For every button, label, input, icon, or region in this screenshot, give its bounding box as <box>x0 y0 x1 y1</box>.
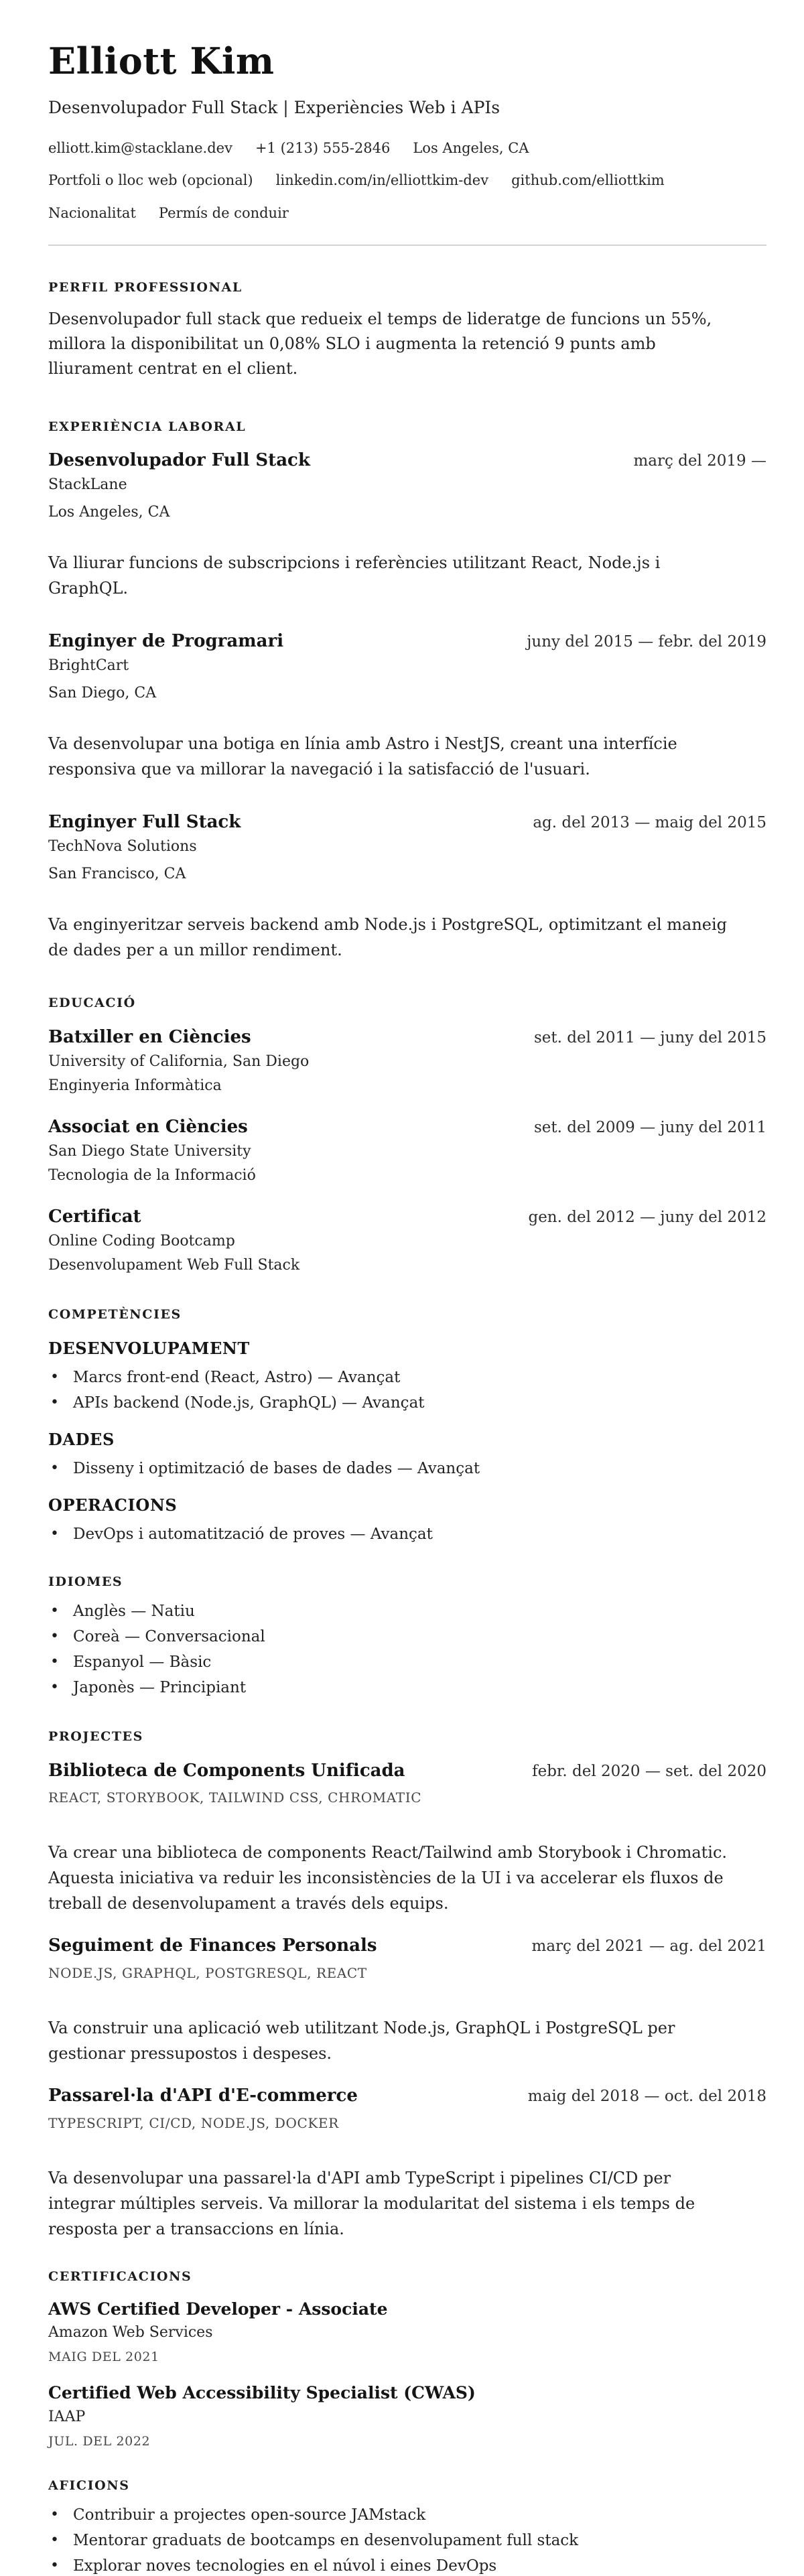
driving-license-text: Permís de conduir <box>158 204 289 221</box>
education-entry-head <box>48 1206 766 1229</box>
hobby-item: • Contribuir a projectes open-source JAMstack <box>48 2505 766 2525</box>
certification-date: MAIG DEL 2021 <box>48 2349 159 2364</box>
location-text: Los Angeles, CA <box>413 140 529 157</box>
contact-row-1 <box>48 139 766 157</box>
section-title-skills: COMPETÈNCIES <box>48 1306 182 1322</box>
field-of-study: Desenvolupament Web Full Stack <box>48 1257 300 1274</box>
person-headline: Desenvolupador Full Stack | Experiències Web i APIs <box>48 98 500 118</box>
project-tags: REACT, STORYBOOK, TAILWIND CSS, CHROMATIC <box>48 1789 422 1806</box>
project-tags: NODE.JS, GRAPHQL, POSTGRESQL, REACT <box>48 1965 367 1982</box>
project-title: Biblioteca de Components Unificada <box>48 1760 405 1781</box>
language-item: • Japonès — Principiant <box>48 1678 766 1698</box>
project-entry-head <box>48 1935 766 1958</box>
hobby-list <box>48 2505 766 2576</box>
education-dates: set. del 2011 — juny del 2015 <box>533 1029 766 1046</box>
section-certifications <box>48 2268 766 2449</box>
job-dates: ag. del 2013 — maig del 2015 <box>533 814 766 832</box>
job-entry <box>48 450 766 601</box>
job-company: TechNova Solutions <box>48 838 197 856</box>
education-entry <box>48 1206 766 1276</box>
school-name: University of California, San Diego <box>48 1053 310 1070</box>
person-name: Elliott Kim <box>48 40 275 82</box>
project-dates: maig del 2018 — oct. del 2018 <box>527 2088 766 2106</box>
section-title-certifications: CERTIFICACIONS <box>48 2268 192 2284</box>
skill-item: • APIs backend (Node.js, GraphQL) — Avançat <box>48 1393 766 1413</box>
skill-list <box>48 1524 766 1544</box>
school-name: San Diego State University <box>48 1142 251 1160</box>
job-title: Enginyer Full Stack <box>48 812 241 833</box>
education-dates: set. del 2009 — juny del 2011 <box>533 1118 766 1136</box>
nationality-text: Nacionalitat <box>48 204 136 221</box>
project-description: Va construir una aplicació web utilitzant Node.js, GraphQL i PostgreSQL per gestionar pressupostos i despeses. <box>48 2019 675 2063</box>
job-description: Va desenvolupar una botiga en línia amb Astro i NestJS, creant una interfície responsiva que va millorar la navegació i la satisfacció de l'usuari. <box>48 734 677 779</box>
language-item: • Espanyol — Bàsic <box>48 1652 766 1672</box>
job-description: Va enginyeritzar serveis backend amb Node.js i PostgreSQL, optimitzant el maneig de dades per a un millor rendiment. <box>48 915 728 960</box>
profile-summary: Desenvolupador full stack que redueix el temps de lideratge de funcions un 55%, millora la disponibilitat un 0,08% SLO i augmenta la retenció 9 punts amb lliurament centrat en el client. <box>48 309 712 378</box>
hobby-item: • Explorar noves tecnologies en el núvol i eines DevOps <box>48 2556 766 2576</box>
skill-group-name: OPERACIONS <box>48 1495 178 1515</box>
project-entry <box>48 1935 766 2066</box>
github-text: github.com/elliottkim <box>511 172 665 189</box>
certification-entry <box>48 2299 766 2366</box>
field-of-study: Tecnologia de la Informació <box>48 1167 256 1184</box>
school-name: Online Coding Bootcamp <box>48 1232 235 1249</box>
certification-name: AWS Certified Developer - Associate <box>48 2299 388 2319</box>
section-skills <box>48 1306 766 1544</box>
certification-date: JUL. DEL 2022 <box>48 2433 151 2449</box>
contact-row-2 <box>48 172 766 190</box>
job-description: Va lliurar funcions de subscripcions i referències utilitzant React, Node.js i GraphQL. <box>48 553 661 598</box>
resume-header <box>48 40 766 246</box>
language-item: • Coreà — Conversacional <box>48 1627 766 1647</box>
email-text: elliott.kim@stacklane.dev <box>48 140 232 157</box>
job-location: Los Angeles, CA <box>48 503 170 521</box>
certification-issuer: Amazon Web Services <box>48 2324 213 2342</box>
certification-issuer: IAAP <box>48 2408 86 2425</box>
education-entry <box>48 1116 766 1186</box>
project-entry-head <box>48 2085 766 2108</box>
section-title-education: EDUCACIÓ <box>48 996 136 1011</box>
job-entry <box>48 811 766 963</box>
degree-title: Certificat <box>48 1206 141 1227</box>
project-description: Va desenvolupar una passarel·la d'API amb TypeScript i pipelines CI/CD per integrar múltiples serveis. Va millorar la modularitat del sistema i els temps de resposta per a transaccions en línia. <box>48 2168 695 2238</box>
skill-group <box>48 1495 766 1544</box>
header-divider <box>48 245 766 246</box>
education-entry <box>48 1026 766 1096</box>
section-hobbies <box>48 2478 766 2576</box>
degree-title: Batxiller en Ciències <box>48 1027 251 1047</box>
skill-group <box>48 1429 766 1479</box>
job-title: Enginyer de Programari <box>48 631 284 652</box>
project-title: Passarel·la d'API d'E-commerce <box>48 2086 358 2106</box>
section-title-hobbies: AFICIONS <box>48 2478 130 2494</box>
project-description: Va crear una biblioteca de components React/Tailwind amb Storybook i Chromatic. Aquesta iniciativa va reduir les inconsistències de la UI i va accelerar els fluxos de treball de desenvolupament a través dels equips. <box>48 1843 728 1913</box>
job-entry <box>48 630 766 782</box>
language-list <box>48 1601 766 1698</box>
project-entry-head <box>48 1760 766 1783</box>
section-title-profile: PERFIL PROFESSIONAL <box>48 279 243 295</box>
section-profile <box>48 279 766 381</box>
language-item: • Anglès — Natiu <box>48 1601 766 1621</box>
job-title: Desenvolupador Full Stack <box>48 450 310 471</box>
skill-item: • DevOps i automatització de proves — Avançat <box>48 1524 766 1544</box>
job-company: BrightCart <box>48 657 129 675</box>
certification-name: Certified Web Accessibility Specialist (CWAS) <box>48 2383 476 2403</box>
section-experience <box>48 419 766 963</box>
job-dates: març del 2019 — <box>633 452 766 470</box>
field-of-study: Enginyeria Informàtica <box>48 1077 222 1095</box>
project-tags: TYPESCRIPT, CI/CD, NODE.JS, DOCKER <box>48 2114 339 2131</box>
project-entry <box>48 2085 766 2242</box>
job-location: San Diego, CA <box>48 684 157 701</box>
skill-group-name: DADES <box>48 1429 115 1449</box>
section-education <box>48 995 766 1276</box>
section-title-projects: PROJECTES <box>48 1728 143 1744</box>
linkedin-text: linkedin.com/in/elliottkim-dev <box>275 172 489 189</box>
portfolio-text: Portfoli o lloc web (opcional) <box>48 172 253 189</box>
job-dates: juny del 2015 — febr. del 2019 <box>527 633 766 651</box>
education-entry-head <box>48 1026 766 1049</box>
education-dates: gen. del 2012 — juny del 2012 <box>528 1208 766 1226</box>
project-entry <box>48 1760 766 1917</box>
contact-row-3 <box>48 204 766 222</box>
education-entry-head <box>48 1116 766 1139</box>
project-dates: març del 2021 — ag. del 2021 <box>531 1938 766 1956</box>
job-entry-head <box>48 450 766 472</box>
skill-list <box>48 1367 766 1413</box>
certification-entry <box>48 2382 766 2449</box>
job-location: San Francisco, CA <box>48 865 186 882</box>
section-title-experience: EXPERIÈNCIA LABORAL <box>48 419 247 434</box>
section-title-languages: IDIOMES <box>48 1574 123 1590</box>
phone-text: +1 (213) 555-2846 <box>255 140 391 157</box>
skill-item: • Marcs front-end (React, Astro) — Avançat <box>48 1367 766 1387</box>
skill-group-name: DESENVOLUPAMENT <box>48 1338 250 1358</box>
job-company: StackLane <box>48 476 127 494</box>
job-entry-head <box>48 630 766 653</box>
skill-group <box>48 1338 766 1413</box>
project-dates: febr. del 2020 — set. del 2020 <box>532 1762 766 1780</box>
section-projects <box>48 1728 766 2242</box>
project-title: Seguiment de Finances Personals <box>48 1936 377 1956</box>
skill-item: • Disseny i optimització de bases de dades — Avançat <box>48 1459 766 1479</box>
degree-title: Associat en Ciències <box>48 1116 248 1137</box>
hobby-item: • Mentorar graduats de bootcamps en desenvolupament full stack <box>48 2530 766 2551</box>
section-languages <box>48 1574 766 1698</box>
job-entry-head <box>48 811 766 834</box>
skill-list <box>48 1459 766 1479</box>
